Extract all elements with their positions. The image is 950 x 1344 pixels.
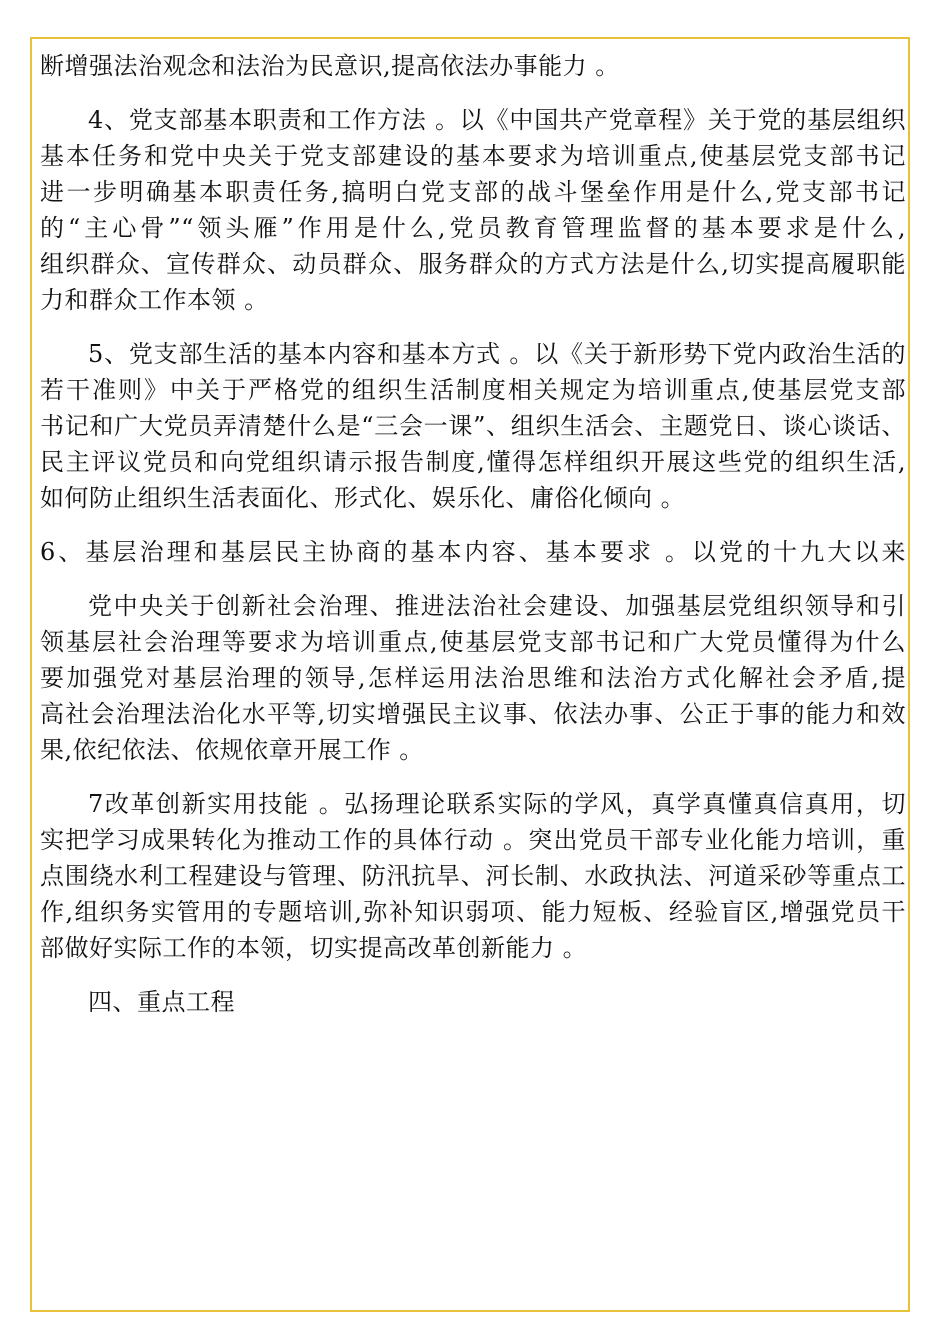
- paragraph-item-6: [40, 534, 906, 768]
- paragraph-item-7: [40, 786, 906, 966]
- text-line: 果,依纪依法、依规依章开展工作 。: [40, 736, 424, 764]
- text-line: 作,组织务实管用的专题培训,弥补知识弱项、能力短板、经验盲区,增强党员干: [40, 898, 906, 926]
- text-line: 5、党支部生活的基本内容和基本方式 。以《关于新形势下党内政治生活的: [88, 340, 906, 368]
- text-line: 组织群众、宣传群众、动员群众、服务群众的方式方法是什么,切实提高履职能: [40, 250, 906, 278]
- document-body: [40, 48, 906, 1020]
- text-line: 党中央关于创新社会治理、推进法治社会建设、加强基层党组织领导和引: [88, 592, 906, 620]
- paragraph-continuation: [40, 48, 906, 84]
- text-line: 4、党支部基本职责和工作方法 。以《中国共产党章程》关于党的基层组织: [88, 106, 906, 134]
- text-line: 断增强法治观念和法治为民意识,提高依法办事能力 。: [40, 52, 620, 80]
- text-line: 书记和广大党员弄清楚什么是“三会一课”、组织生活会、主题党日、谈心谈话、: [40, 412, 906, 440]
- text-line: 7改革创新实用技能 。弘扬理论联系实际的学风，真学真懂真信真用，切: [88, 790, 906, 818]
- text-line: 部做好实际工作的本领，切实提高改革创新能力 。: [40, 934, 588, 962]
- text-line: 力和群众工作本领 。: [40, 286, 269, 314]
- text-line: 民主评议党员和向党组织请示报告制度,懂得怎样组织开展这些党的组织生活,: [40, 448, 906, 476]
- text-line: 要加强党对基层治理的领导,怎样运用法治思维和法治方式化解社会矛盾,提: [40, 664, 906, 692]
- text-line: 领基层社会治理等要求为培训重点,使基层党支部书记和广大党员懂得为什么: [40, 628, 906, 656]
- text-line: 实把学习成果转化为推动工作的具体行动 。突出党员干部专业化能力培训，重: [40, 826, 906, 854]
- text-line: 若干准则》中关于严格党的组织生活制度相关规定为培训重点,使基层党支部: [40, 376, 906, 404]
- paragraph-item-5: [40, 336, 906, 516]
- text-line: 高社会治理法治化水平等,切实增强民主议事、依法办事、公正于事的能力和效: [40, 700, 906, 728]
- text-line: 点围绕水利工程建设与管理、防汛抗旱、河长制、水政执法、河道采砂等重点工: [40, 862, 906, 890]
- text-line: 的“主心骨”“领头雁”作用是什么,党员教育管理监督的基本要求是什么,: [40, 214, 906, 242]
- text-line: 进一步明确基本职责任务,搞明白党支部的战斗堡垒作用是什么,党支部书记: [40, 178, 906, 206]
- section-heading-text: 四、重点工程: [88, 988, 235, 1016]
- paragraph-item-4: [40, 102, 906, 318]
- section-heading: [40, 984, 906, 1020]
- text-line: 如何防止组织生活表面化、形式化、娱乐化、庸俗化倾向 。: [40, 484, 686, 512]
- text-line: 6、基层治理和基层民主协商的基本内容、基本要求 。以党的十九大以来: [40, 538, 906, 566]
- text-line: 基本任务和党中央关于党支部建设的基本要求为培训重点,使基层党支部书记: [40, 142, 906, 170]
